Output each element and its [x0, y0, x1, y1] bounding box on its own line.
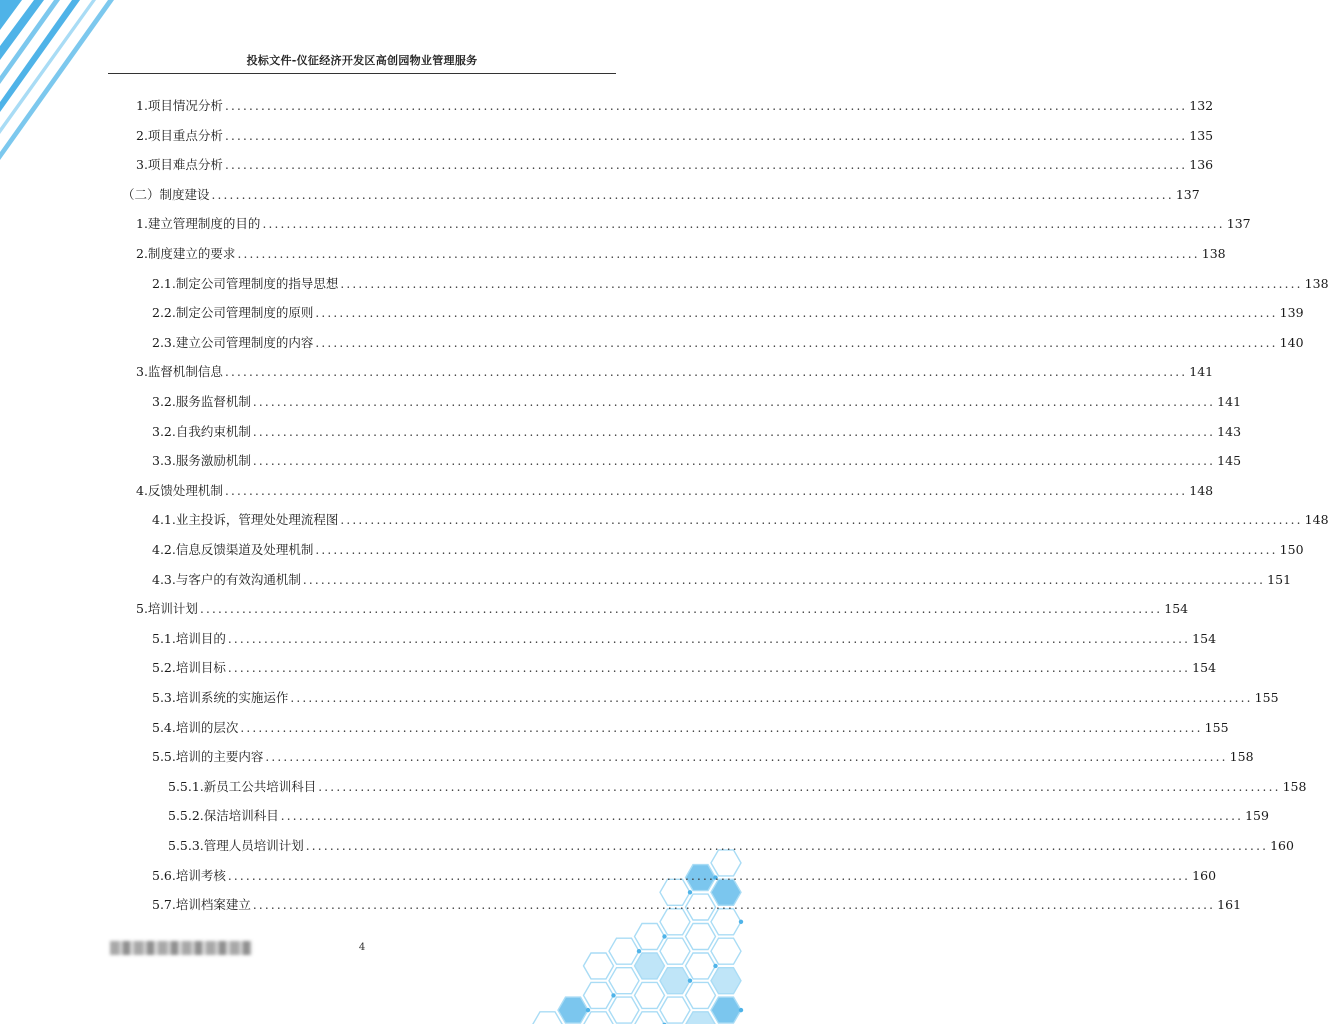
network-node — [739, 1008, 743, 1012]
toc-dot-leader: ................................................................................................................................................................ — [315, 543, 1278, 557]
toc-entry-page: 137 — [1175, 186, 1200, 202]
toc-dot-leader: ................................................................................................................................................................ — [224, 128, 1188, 143]
hexagon-shape — [635, 982, 665, 1008]
toc-entry[interactable] — [168, 771, 1307, 795]
toc-entry-title: 3.2.服务监督机制 — [152, 394, 251, 409]
toc-dot-leader: ................................................................................................................................................................ — [318, 779, 1281, 794]
network-node — [688, 890, 692, 894]
toc-entry-title: 1.建立管理制度的目的 — [136, 216, 261, 232]
toc-entry[interactable] — [168, 830, 1294, 854]
toc-entry-page: 132 — [1189, 98, 1214, 113]
document-header-title: 投标文件-仪征经济开发区高创园物业管理服务 — [246, 54, 478, 67]
network-node — [713, 964, 717, 968]
toc-entry[interactable] — [152, 564, 1292, 588]
toc-entry[interactable] — [152, 712, 1229, 736]
toc-dot-leader: ................................................................................................................................................................ — [290, 691, 1253, 705]
toc-entry-page: 159 — [1245, 808, 1269, 824]
toc-entry[interactable] — [152, 623, 1217, 647]
page-number: 4 — [358, 942, 366, 953]
toc-entry[interactable] — [152, 860, 1217, 884]
toc-entry[interactable] — [136, 208, 1251, 232]
toc-entry-page: 137 — [1226, 216, 1251, 232]
network-node — [662, 934, 666, 938]
hexagon-shape — [558, 997, 588, 1023]
footer-redacted-text — [110, 941, 252, 955]
toc-entry-title: 5.4.培训的层次 — [152, 719, 239, 735]
toc-entry[interactable] — [152, 534, 1304, 558]
toc-entry-title: 5.2.培训目标 — [152, 660, 226, 676]
toc-entry-title: 4.反馈处理机制 — [136, 482, 223, 498]
hexagon-shape — [711, 968, 741, 994]
hexagon-shape — [686, 1012, 716, 1024]
corner-stripes-decoration — [0, 0, 130, 170]
toc-entry-page: 154 — [1192, 660, 1217, 676]
toc-entry-page: 160 — [1270, 838, 1294, 853]
toc-entry-title: 5.5.1.新员工公共培训科目 — [168, 778, 317, 794]
network-node — [688, 978, 692, 982]
toc-dot-leader: ................................................................................................................................................................ — [224, 158, 1188, 173]
hexagon-shape — [686, 924, 716, 950]
toc-dot-leader: ................................................................................................................................................................ — [252, 898, 1216, 913]
toc-dot-leader: ................................................................................................................................................................ — [240, 720, 1203, 735]
toc-entry-page: 140 — [1279, 334, 1304, 350]
toc-entry[interactable] — [152, 445, 1242, 469]
toc-entry-page: 138 — [1201, 246, 1226, 261]
toc-dot-leader: ................................................................................................................................................................ — [265, 750, 1228, 765]
network-node — [637, 949, 641, 953]
toc-entry[interactable] — [152, 416, 1242, 440]
toc-entry[interactable] — [136, 238, 1226, 262]
toc-entry[interactable] — [152, 268, 1329, 292]
toc-dot-leader: ................................................................................................................................................................ — [211, 187, 1174, 202]
toc-dot-leader: ................................................................................................................................................................ — [315, 335, 1278, 350]
toc-entry-title: 3.2.自我约束机制 — [152, 423, 251, 439]
toc-dot-leader: ................................................................................................................................................................ — [227, 868, 1191, 883]
toc-dot-leader: ................................................................................................................................................................ — [227, 631, 1191, 646]
toc-entry-title: （二）制度建设 — [122, 186, 210, 202]
toc-entry-page: 158 — [1282, 778, 1307, 794]
toc-entry-title: 2.制度建立的要求 — [136, 246, 236, 261]
toc-entry[interactable] — [136, 120, 1214, 144]
hexagon-shape — [660, 938, 690, 964]
hexagon-shape — [635, 924, 665, 950]
toc-dot-leader: ................................................................................................................................................................ — [252, 395, 1216, 409]
toc-entry-title: 1.项目情况分析 — [136, 98, 223, 113]
toc-entry-title: 4.1.业主投诉，管理处处理流程图 — [152, 512, 339, 528]
toc-entry-title: 2.1.制定公司管理制度的指导思想 — [152, 275, 339, 291]
toc-entry-title: 2.项目重点分析 — [136, 127, 223, 143]
network-node — [739, 920, 743, 924]
toc-dot-leader: ................................................................................................................................................................ — [199, 602, 1163, 617]
toc-entry-page: 135 — [1189, 127, 1214, 143]
toc-dot-leader: ................................................................................................................................................................ — [340, 276, 1303, 291]
hexagon-shape — [686, 982, 716, 1008]
toc-entry-page: 148 — [1189, 482, 1214, 498]
toc-entry-title: 4.2.信息反馈渠道及处理机制 — [152, 542, 314, 557]
toc-entry-page: 141 — [1217, 394, 1242, 409]
network-node — [586, 1008, 590, 1012]
toc-entry[interactable] — [122, 179, 1200, 203]
toc-entry-page: 155 — [1204, 719, 1229, 735]
toc-entry[interactable] — [136, 475, 1214, 499]
toc-entry-page: 154 — [1164, 601, 1189, 617]
toc-entry[interactable] — [152, 889, 1242, 913]
toc-entry-title: 3.项目难点分析 — [136, 157, 223, 173]
toc-entry-page: 154 — [1192, 630, 1217, 646]
toc-entry-page: 138 — [1304, 275, 1329, 291]
toc-entry-page: 160 — [1192, 867, 1217, 883]
toc-dot-leader: ................................................................................................................................................................ — [227, 661, 1191, 676]
toc-entry[interactable] — [136, 356, 1214, 380]
toc-entry[interactable] — [136, 149, 1214, 173]
hexagon-shape — [711, 997, 741, 1023]
toc-entry-page: 155 — [1254, 690, 1279, 705]
toc-entry-title: 3.监督机制信息 — [136, 364, 223, 380]
toc-entry-title: 5.5.培训的主要内容 — [152, 749, 264, 765]
toc-entry[interactable] — [136, 90, 1214, 114]
toc-entry[interactable] — [152, 297, 1304, 321]
toc-entry-title: 4.3.与客户的有效沟通机制 — [152, 571, 301, 587]
toc-entry[interactable] — [168, 800, 1269, 824]
toc-entry[interactable] — [152, 741, 1254, 765]
toc-entry[interactable] — [136, 593, 1189, 617]
hexagon-shape — [711, 938, 741, 964]
toc-entry[interactable] — [152, 386, 1242, 410]
toc-dot-leader: ................................................................................................................................................................ — [262, 217, 1225, 232]
hexagon-shape — [686, 953, 716, 979]
toc-entry-page: 151 — [1267, 571, 1292, 587]
toc-entry-page: 145 — [1217, 453, 1242, 469]
hexagon-shape — [660, 968, 690, 994]
toc-entry-title: 5.7.培训档案建立 — [152, 897, 251, 913]
toc-dot-leader: ................................................................................................................................................................ — [224, 99, 1188, 113]
toc-entry-title: 5.5.2.保洁培训科目 — [168, 808, 279, 824]
toc-entry[interactable] — [152, 327, 1304, 351]
toc-entry-page: 139 — [1279, 305, 1304, 321]
toc-entry-page: 150 — [1279, 542, 1304, 557]
toc-entry-page: 161 — [1217, 897, 1242, 913]
toc-entry-title: 3.3.服务激励机制 — [152, 453, 251, 469]
hexagon-shape — [584, 1012, 614, 1024]
hexagon-shape — [635, 1012, 665, 1024]
toc-entry-title: 5.5.3.管理人员培训计划 — [168, 838, 304, 853]
toc-dot-leader: ................................................................................................................................................................ — [315, 306, 1278, 321]
toc-dot-leader: ................................................................................................................................................................ — [280, 809, 1244, 824]
header-divider — [108, 73, 616, 74]
toc-entry-title: 5.3.培训系统的实施运作 — [152, 690, 289, 705]
hexagon-shape — [609, 997, 639, 1023]
network-node — [611, 993, 615, 997]
toc-entry[interactable] — [152, 682, 1279, 706]
toc-entry-title: 2.3.建立公司管理制度的内容 — [152, 334, 314, 350]
hexagon-shape — [584, 953, 614, 979]
toc-dot-leader: ................................................................................................................................................................ — [340, 513, 1303, 528]
toc-entry[interactable] — [152, 504, 1329, 528]
toc-entry-title: 5.6.培训考核 — [152, 867, 226, 883]
toc-dot-leader: ................................................................................................................................................................ — [305, 839, 1269, 853]
toc-dot-leader: ................................................................................................................................................................ — [252, 424, 1216, 439]
hexagon-shape — [533, 1012, 563, 1024]
toc-dot-leader: ................................................................................................................................................................ — [224, 365, 1188, 380]
hexagon-shape — [609, 968, 639, 994]
hexagon-shape — [660, 997, 690, 1023]
toc-dot-leader: ................................................................................................................................................................ — [302, 572, 1266, 587]
toc-entry-title: 5.培训计划 — [136, 601, 198, 617]
toc-dot-leader: ................................................................................................................................................................ — [237, 247, 1200, 261]
toc-dot-leader: ................................................................................................................................................................ — [224, 483, 1188, 498]
toc-entry[interactable] — [152, 652, 1217, 676]
toc-entry-title: 5.1.培训目的 — [152, 630, 226, 646]
toc-entry-page: 136 — [1189, 157, 1214, 173]
hexagon-shape — [584, 982, 614, 1008]
hexagon-shape — [609, 938, 639, 964]
toc-entry-page: 158 — [1229, 749, 1254, 765]
hexagon-shape — [635, 953, 665, 979]
toc-entry-title: 2.2.制定公司管理制度的原则 — [152, 305, 314, 321]
toc-entry-page: 148 — [1304, 512, 1329, 528]
toc-entry-page: 143 — [1217, 423, 1242, 439]
toc-entry-page: 141 — [1189, 364, 1214, 380]
toc-dot-leader: ................................................................................................................................................................ — [252, 454, 1216, 469]
